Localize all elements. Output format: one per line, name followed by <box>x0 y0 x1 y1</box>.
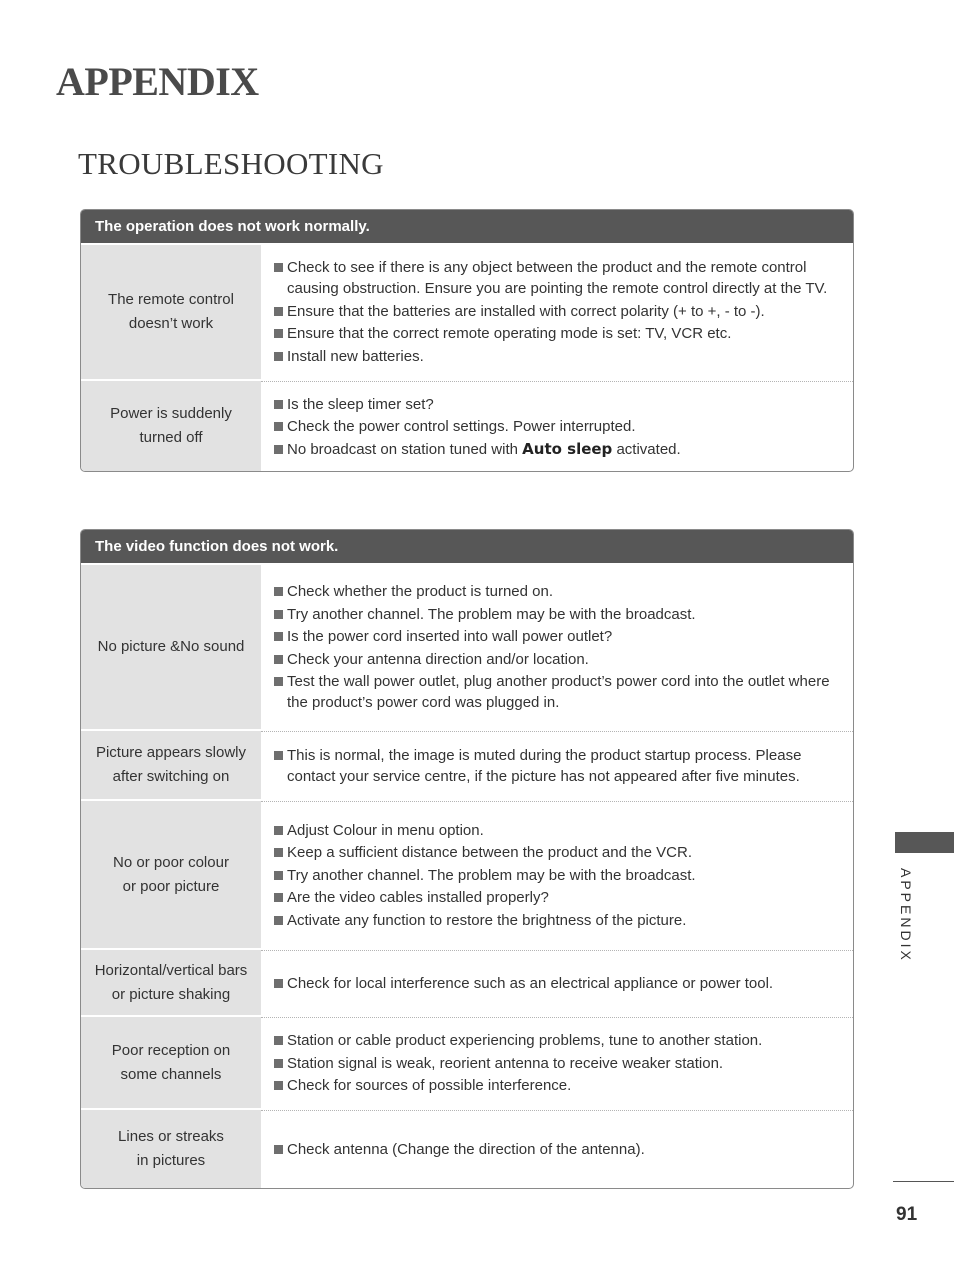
solutions-cell <box>261 381 853 471</box>
solution-item: Ensure that the correct remote operating mode is set: TV, VCR etc. <box>273 323 845 344</box>
solution-item: Try another channel. The problem may be with the broadcast. <box>273 604 845 625</box>
problem-cell <box>81 1017 261 1108</box>
table-row <box>81 563 853 729</box>
side-tab-marker <box>895 832 954 853</box>
problem-line: turned off <box>139 429 203 446</box>
solution-text: No broadcast on station tuned with <box>287 440 523 458</box>
table-row <box>81 729 853 799</box>
table-header: The video function does not work. <box>81 530 853 563</box>
problem-line: doesn’t work <box>128 315 214 332</box>
solution-item: Install new batteries. <box>273 346 845 367</box>
problem-line: No picture &No sound <box>97 638 245 655</box>
problem-line: in pictures <box>136 1152 206 1169</box>
solution-item: Are the video cables installed properly? <box>273 887 845 908</box>
solution-item: Station or cable product experiencing problems, tune to another station. <box>273 1030 845 1051</box>
solution-item: Check whether the product is turned on. <box>273 581 845 602</box>
solution-item: Check to see if there is any object between the product and the remote control causing obstruction. Ensure you are pointing the remote control directly at the TV. <box>273 257 845 299</box>
problem-line: Poor reception on <box>111 1041 231 1059</box>
solution-item: Activate any function to restore the brightness of the picture. <box>273 910 845 931</box>
video-troubleshooting-table <box>80 529 854 1189</box>
table-row <box>81 799 853 948</box>
solutions-cell <box>261 565 853 729</box>
solutions-cell <box>261 1110 853 1188</box>
solution-item: Station signal is weak, reorient antenna to receive weaker station. <box>273 1053 845 1074</box>
problem-cell <box>81 950 261 1015</box>
problem-line: Power is suddenly <box>110 405 232 422</box>
solutions-cell <box>261 731 853 799</box>
table-row <box>81 1108 853 1188</box>
table-row <box>81 243 853 379</box>
solution-item: Try another channel. The problem may be with the broadcast. <box>273 865 845 886</box>
table-header: The operation does not work normally. <box>81 210 853 243</box>
side-section-label: APPENDIX <box>898 868 914 963</box>
problem-line: or picture shaking <box>111 985 231 1003</box>
solution-item: Is the power cord inserted into wall power outlet? <box>273 626 845 647</box>
solution-item: Check for sources of possible interference. <box>273 1075 845 1096</box>
solutions-cell <box>261 801 853 948</box>
table-row <box>81 1015 853 1108</box>
section-title: TROUBLESHOOTING <box>78 146 384 181</box>
problem-line: after switching on <box>112 768 230 785</box>
problem-cell <box>81 801 261 948</box>
solutions-cell <box>261 950 853 1015</box>
auto-sleep-term: Auto sleep <box>522 439 613 458</box>
solutions-cell <box>261 1017 853 1108</box>
solution-item: Check for local interference such as an electrical appliance or power tool. <box>273 973 845 994</box>
problem-line: The remote control <box>108 291 234 308</box>
page-title: APPENDIX <box>56 59 259 104</box>
problem-line: some channels <box>120 1065 222 1083</box>
solution-item: Test the wall power outlet, plug another product’s power cord into the outlet where the product’s power cord was plugged in. <box>273 671 845 713</box>
table-row <box>81 379 853 471</box>
problem-line: Lines or streaks <box>118 1128 224 1145</box>
problem-cell <box>81 731 261 799</box>
solutions-cell <box>261 245 853 379</box>
solution-item: This is normal, the image is muted during the product startup process. Please contact your service centre, if the picture has not appeared after five minutes. <box>273 745 845 787</box>
problem-cell <box>81 565 261 729</box>
problem-cell <box>81 381 261 471</box>
problem-line: Horizontal/vertical bars <box>94 961 248 979</box>
problem-cell <box>81 245 261 379</box>
operation-troubleshooting-table <box>80 209 854 472</box>
page-number-rule <box>893 1181 954 1182</box>
solution-item <box>273 439 845 460</box>
solution-text: activated. <box>612 440 681 458</box>
solution-item: Check antenna (Change the direction of the antenna). <box>273 1139 845 1160</box>
problem-line: Picture appears slowly <box>95 744 247 761</box>
solution-item: Is the sleep timer set? <box>273 394 845 415</box>
page-number: 91 <box>896 1204 918 1225</box>
solution-item: Check your antenna direction and/or location. <box>273 649 845 670</box>
solution-item: Check the power control settings. Power interrupted. <box>273 416 845 437</box>
solution-item: Adjust Colour in menu option. <box>273 820 845 841</box>
problem-line: No or poor colour <box>113 853 229 871</box>
problem-cell <box>81 1110 261 1188</box>
solution-item: Keep a sufficient distance between the product and the VCR. <box>273 842 845 863</box>
solution-item: Ensure that the batteries are installed with correct polarity (+ to +, - to -). <box>273 301 845 322</box>
table-row <box>81 948 853 1015</box>
problem-line: or poor picture <box>122 877 220 895</box>
